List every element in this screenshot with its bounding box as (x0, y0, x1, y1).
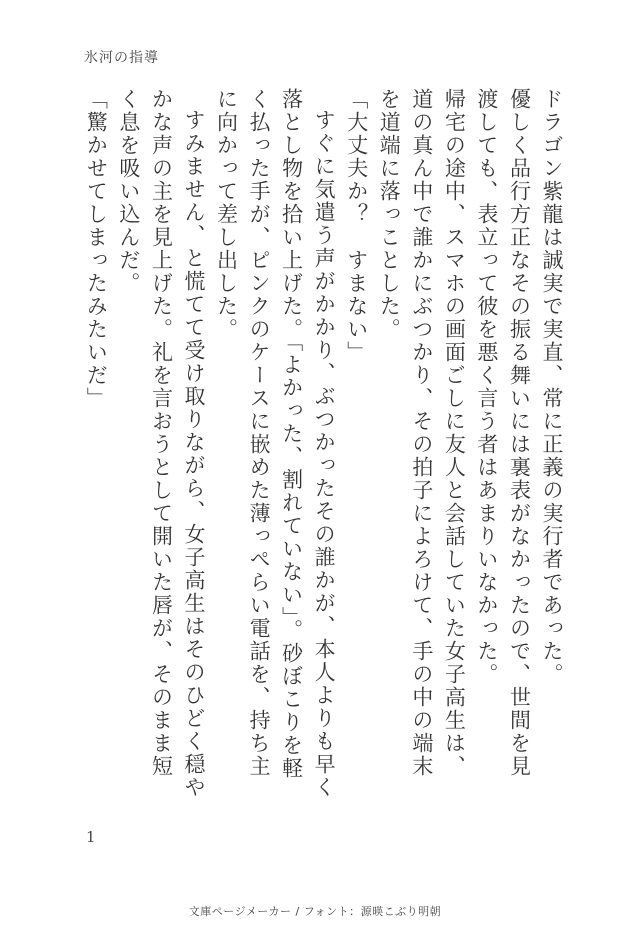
paragraph: 「大丈夫か？ すまない」 (344, 88, 369, 364)
paragraph: 「驚かせてしまったみたいだ」 (84, 88, 109, 410)
paragraph: 優しく品行方正なその振る舞いには裏表がなかったので、世間を見渡しても、表立って彼を悪く言う者はあまりいなかった。 (474, 88, 532, 778)
page-number: 1 (86, 828, 96, 846)
book-title: 氷河の指導 (84, 50, 159, 66)
paragraph: すみません、と慌てて受け取りながら、女子高生はそのひどく穏やかな声の主を見上げた。礼を言おうとして開いた唇が、そのまま短く息を吸い込んだ。 (116, 88, 206, 799)
paragraph: すぐに気遣う声がかかり、ぶつかったその誰かが、本人よりも早く落とし物を拾い上げた。「よかった、割れていない」。砂ぼこりを軽く払った手が、ピンクのケースに嵌めた薄っぺらい電話を、持ち主に向かって差し出した。 (214, 88, 337, 799)
vertical-text-body (78, 88, 568, 800)
footer-credit: 文庫ページメーカー / フォント：源暎こぶり明朝 (188, 905, 442, 918)
paragraph: ドラゴン紫龍は誠実で実直、常に正義の実行者であった。 (540, 88, 564, 686)
paragraph: 帰宅の途中、スマホの画面ごしに友人と会話していた女子高生は、道の真ん中で誰かにぶつかり、その拍子によろけて、手の中の端末を道端に落っことした。 (377, 88, 467, 778)
